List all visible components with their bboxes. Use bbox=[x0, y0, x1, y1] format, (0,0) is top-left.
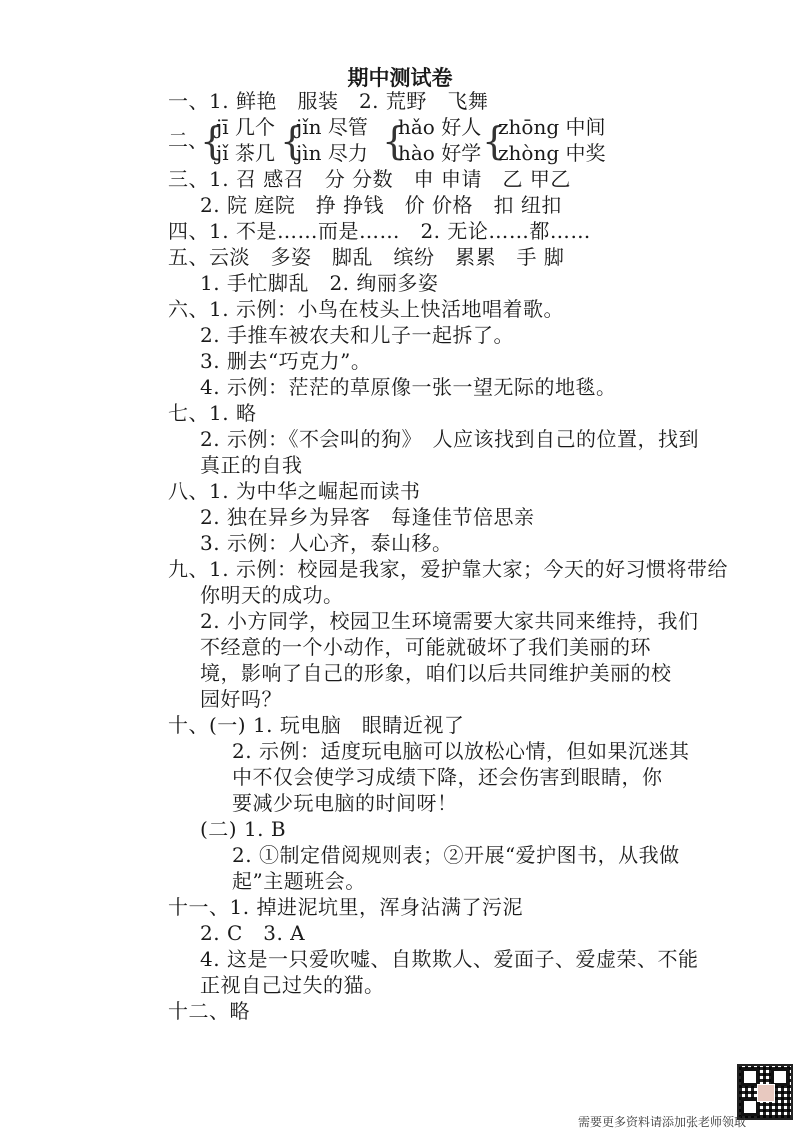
answer-q6-line1: 六、1. 示例：小鸟在枝头上快活地唱着歌。 bbox=[168, 297, 564, 321]
answer-q5-line1: 五、云淡 多姿 脚乱 缤纷 累累 手 脚 bbox=[168, 245, 565, 269]
q2-pair-3-top: hǎo 好人 bbox=[398, 115, 482, 139]
answer-q9-line6: 园好吗？ bbox=[200, 687, 282, 711]
answer-q7-line3: 真正的自我 bbox=[200, 453, 303, 477]
answer-q10-line6: 2. ①制定借阅规则表；②开展“爱护图书，从我做 bbox=[232, 843, 680, 867]
q2-pair-2-bottom: jìn 尽力 bbox=[296, 141, 368, 165]
answer-q10-line3: 中不仅会使学习成绩下降，还会伤害到眼睛，你 bbox=[232, 765, 663, 789]
answer-q10-line5: (二) 1. B bbox=[200, 817, 287, 841]
answer-q3-line2: 2. 院 庭院 挣 挣钱 价 价格 扣 纽扣 bbox=[200, 193, 562, 217]
answer-q9-line3: 2. 小方同学，校园卫生环境需要大家共同来维持，我们 bbox=[200, 609, 699, 633]
answer-q6-line4: 4. 示例：茫茫的草原像一张一望无际的地毯。 bbox=[200, 375, 617, 399]
answer-q4: 四、1. 不是……而是…… 2. 无论……都…… bbox=[168, 219, 591, 243]
answer-q9-line1: 九、1. 示例：校园是我家，爱护靠大家；今天的好习惯将带给 bbox=[168, 557, 728, 581]
answer-q2-label: 二、 bbox=[168, 128, 208, 152]
answer-q11-line3: 4. 这是一只爱吹嘘、自欺欺人、爱面子、爱虚荣、不能 bbox=[200, 947, 699, 971]
answer-q11-line1: 十一、1. 掉进泥坑里，浑身沾满了污泥 bbox=[168, 895, 523, 919]
answer-q7-line2: 2. 示例：《不会叫的狗》 人应该找到自己的位置，找到 bbox=[200, 427, 699, 451]
answer-q6-line2: 2. 手推车被农夫和儿子一起拆了。 bbox=[200, 323, 514, 347]
page-title: 期中测试卷 bbox=[347, 66, 453, 90]
answer-q9-line4: 不经意的一个小动作，可能就破坏了我们美丽的环 bbox=[200, 635, 651, 659]
footer-note: 需要更多资料请添加张老师领取 bbox=[578, 1115, 747, 1129]
answer-q10-line7: 起”主题班会。 bbox=[232, 869, 366, 893]
answer-q10-line1: 十、(一) 1. 玩电脑 眼睛近视了 bbox=[168, 713, 465, 737]
answer-q12: 十二、略 bbox=[168, 999, 250, 1023]
answer-q8-line1: 八、1. 为中华之崛起而读书 bbox=[168, 479, 421, 503]
answer-q6-line3: 3. 删去“巧克力”。 bbox=[200, 349, 372, 373]
q2-pair-2-top: jǐn 尽管 bbox=[296, 115, 368, 139]
answer-q1: 一、1. 鲜艳 服装 2. 荒野 飞舞 bbox=[168, 89, 489, 113]
q2-pair-1-top: jī 几个 bbox=[216, 115, 275, 139]
qr-code-icon bbox=[737, 1064, 793, 1120]
brace-icon: { bbox=[482, 119, 507, 163]
q2-pair-4-top: zhōng 中间 bbox=[498, 115, 606, 139]
answer-q8-line2: 2. 独在异乡为异客 每逢佳节倍思亲 bbox=[200, 505, 535, 529]
q2-pair-1-bottom: jǐ 茶几 bbox=[216, 141, 275, 165]
answer-q3-line1: 三、1. 召 感召 分 分数 申 申请 乙 甲乙 bbox=[168, 167, 571, 191]
answer-q8-line3: 3. 示例：人心齐，泰山移。 bbox=[200, 531, 453, 555]
answer-q9-line2: 你明天的成功。 bbox=[200, 583, 344, 607]
answer-q7-line1: 七、1. 略 bbox=[168, 401, 257, 425]
brace-icon: { bbox=[382, 119, 407, 163]
brace-icon: { bbox=[280, 119, 305, 163]
brace-icon: { bbox=[200, 119, 225, 163]
answer-q10-line2: 2. 示例：适度玩电脑可以放松心情，但如果沉迷其 bbox=[232, 739, 690, 763]
answer-q11-line2: 2. C 3. A bbox=[200, 921, 306, 945]
q2-pair-3-bottom: hào 好学 bbox=[398, 141, 482, 165]
answer-q9-line5: 境，影响了自己的形象，咱们以后共同维护美丽的校 bbox=[200, 661, 672, 685]
q2-pair-4-bottom: zhòng 中奖 bbox=[498, 141, 606, 165]
answer-q10-line4: 要减少玩电脑的时间呀！ bbox=[232, 791, 458, 815]
answer-q5-line2: 1. 手忙脚乱 2. 绚丽多姿 bbox=[200, 271, 439, 295]
answer-q11-line4: 正视自己过失的猫。 bbox=[200, 973, 385, 997]
